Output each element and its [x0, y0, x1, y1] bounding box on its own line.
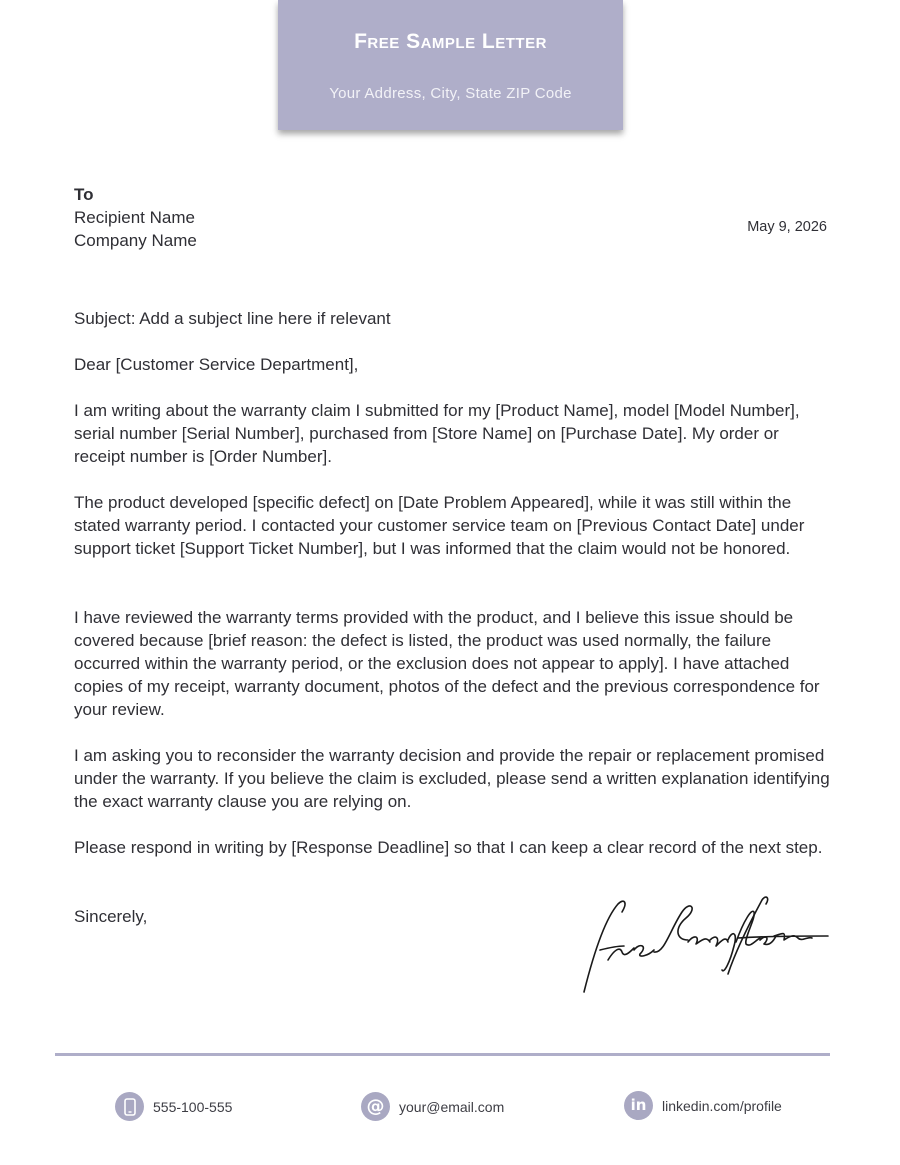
phone-icon: [115, 1092, 144, 1121]
paragraph-5: [74, 836, 834, 859]
phone-number: 555-100-555: [153, 1098, 233, 1115]
email-address: your@email.com: [399, 1098, 505, 1115]
recipient-company: Company Name: [74, 231, 197, 250]
letter-date: May 9, 2026: [747, 219, 827, 235]
linkedin-url: linkedin.com/profile: [662, 1097, 782, 1114]
recipient-name: Recipient Name: [74, 208, 195, 227]
recipient-label: To: [74, 185, 94, 204]
subject-line: [74, 307, 834, 330]
footer-email: [361, 1092, 504, 1121]
letterhead-title: Free Sample Letter: [354, 30, 547, 53]
salutation-text: Dear [Customer Service Department],: [74, 355, 359, 374]
paragraph-text: I am asking you to reconsider the warranty decision and provide the repair or replacement promised under the warranty. If you believe the claim is excluded, please send a written explanation identifying the exact warranty clause you are relying on.: [74, 746, 830, 811]
closing-text: Sincerely,: [74, 907, 148, 926]
paragraph-1: [74, 399, 834, 468]
letterhead: [278, 0, 623, 130]
footer-divider: [55, 1053, 830, 1056]
footer-linkedin: [624, 1091, 782, 1120]
paragraph-text: The product developed [specific defect] on [Date Problem Appeared], while it was still within the stated warranty period. I contacted your customer service team on [Previous Contact Date] under support ticket [Support Ticket Number], but I was informed that the claim would not be honored.: [74, 493, 805, 558]
paragraph-3: [74, 606, 834, 721]
salutation: [74, 353, 834, 376]
paragraph-text: I am writing about the warranty claim I submitted for my [Product Name], model [Model Number], serial number [Serial Number], purchased from [Store Name] on [Purchase Date]. My order or receipt number is [Order Number].: [74, 401, 800, 466]
signature-image: [578, 890, 833, 1000]
paragraph-2: [74, 491, 834, 560]
footer-phone: [115, 1092, 232, 1121]
paragraph-text: I have reviewed the warranty terms provided with the product, and I believe this issue should be covered because [brief reason: the defect is listed, the product was used normally, the failure occurred within the warranty period, or the exclusion does not appear to apply]. I have attached copies of my receipt, warranty document, photos of the defect and the previous correspondence for your review.: [74, 608, 820, 719]
at-icon: @: [361, 1092, 390, 1121]
subject-text: Subject: Add a subject line here if relevant: [74, 309, 391, 328]
paragraph-4: [74, 744, 834, 813]
linkedin-icon: in: [624, 1091, 653, 1120]
recipient-block: [74, 183, 197, 252]
letterhead-address: Your Address, City, State ZIP Code: [329, 85, 572, 102]
paragraph-text: Please respond in writing by [Response Deadline] so that I can keep a clear record of the next step.: [74, 838, 823, 857]
